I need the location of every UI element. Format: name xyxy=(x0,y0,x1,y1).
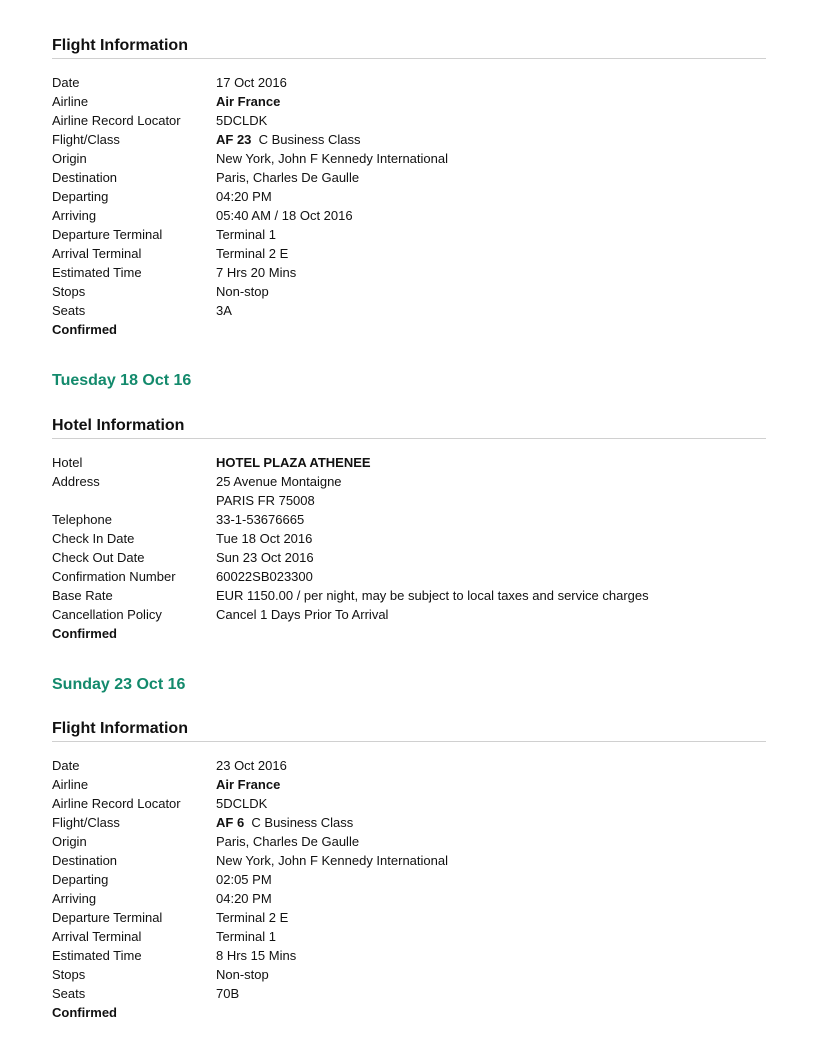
row-arr-terminal xyxy=(52,927,766,946)
row-address-2 xyxy=(52,491,766,510)
value-hotel: HOTEL PLAZA ATHENEE xyxy=(216,455,371,470)
label-seats: Seats xyxy=(52,986,86,1001)
value-destination: New York, John F Kennedy International xyxy=(216,853,448,868)
hotel-section xyxy=(52,416,766,643)
value-date: 17 Oct 2016 xyxy=(216,75,287,90)
flight-section-1 xyxy=(52,36,766,339)
value-class: C Business Class xyxy=(258,132,361,147)
day-heading-1: Tuesday 18 Oct 16 xyxy=(52,372,192,389)
value-locator: 5DCLDK xyxy=(216,113,268,128)
label-dep-terminal: Departure Terminal xyxy=(52,910,163,925)
row-stops xyxy=(52,282,766,301)
row-dep-terminal xyxy=(52,225,766,244)
value-dep-terminal: Terminal 2 E xyxy=(216,910,289,925)
section-title-flight: Flight Information xyxy=(52,719,766,742)
row-est-time xyxy=(52,946,766,965)
label-locator: Airline Record Locator xyxy=(52,113,181,128)
value-arriving: 05:40 AM / 18 Oct 2016 xyxy=(216,208,353,223)
value-confirmation: 60022SB023300 xyxy=(216,569,313,584)
label-flight-class: Flight/Class xyxy=(52,815,120,830)
value-dep-terminal: Terminal 1 xyxy=(216,227,276,242)
row-destination xyxy=(52,851,766,870)
value-est-time: 8 Hrs 15 Mins xyxy=(216,948,297,963)
label-date: Date xyxy=(52,758,80,773)
row-departing xyxy=(52,187,766,206)
label-confirmation: Confirmation Number xyxy=(52,569,176,584)
status-confirmed: Confirmed xyxy=(52,1005,117,1020)
row-cancellation xyxy=(52,605,766,624)
value-date: 23 Oct 2016 xyxy=(216,758,287,773)
value-flight-number: AF 23 xyxy=(216,132,252,147)
row-departing xyxy=(52,870,766,889)
value-stops: Non-stop xyxy=(216,284,269,299)
value-base-rate: EUR 1150.00 / per night, may be subject to local taxes and service charges xyxy=(216,588,649,603)
row-date xyxy=(52,756,766,775)
row-hotel xyxy=(52,453,766,472)
label-stops: Stops xyxy=(52,284,86,299)
label-address: Address xyxy=(52,474,100,489)
label-check-out: Check Out Date xyxy=(52,550,145,565)
value-locator: 5DCLDK xyxy=(216,796,268,811)
value-origin: New York, John F Kennedy International xyxy=(216,151,448,166)
label-arr-terminal: Arrival Terminal xyxy=(52,929,142,944)
row-destination xyxy=(52,168,766,187)
value-arr-terminal: Terminal 2 E xyxy=(216,246,289,261)
row-arr-terminal xyxy=(52,244,766,263)
value-seats: 70B xyxy=(216,986,240,1001)
value-origin: Paris, Charles De Gaulle xyxy=(216,834,360,849)
row-arriving xyxy=(52,889,766,908)
label-arriving: Arriving xyxy=(52,891,97,906)
label-stops: Stops xyxy=(52,967,86,982)
row-seats xyxy=(52,301,766,320)
row-check-in xyxy=(52,529,766,548)
label-date: Date xyxy=(52,75,80,90)
label-airline: Airline xyxy=(52,94,89,109)
label-locator: Airline Record Locator xyxy=(52,796,181,811)
value-airline: Air France xyxy=(216,777,281,792)
value-address-line1: 25 Avenue Montaigne xyxy=(216,474,342,489)
label-dep-terminal: Departure Terminal xyxy=(52,227,163,242)
row-telephone xyxy=(52,510,766,529)
value-arriving: 04:20 PM xyxy=(216,891,272,906)
value-est-time: 7 Hrs 20 Mins xyxy=(216,265,297,280)
value-departing: 04:20 PM xyxy=(216,189,272,204)
row-check-out xyxy=(52,548,766,567)
row-address xyxy=(52,472,766,491)
row-flight-class xyxy=(52,130,766,149)
label-departing: Departing xyxy=(52,872,109,887)
status-confirmed: Confirmed xyxy=(52,626,117,641)
label-arriving: Arriving xyxy=(52,208,97,223)
value-check-in: Tue 18 Oct 2016 xyxy=(216,531,313,546)
row-origin xyxy=(52,832,766,851)
row-flight-class xyxy=(52,813,766,832)
value-departing: 02:05 PM xyxy=(216,872,272,887)
label-cancellation: Cancellation Policy xyxy=(52,607,162,622)
value-arr-terminal: Terminal 1 xyxy=(216,929,276,944)
value-cancellation: Cancel 1 Days Prior To Arrival xyxy=(216,607,389,622)
value-flight-number: AF 6 xyxy=(216,815,245,830)
row-est-time xyxy=(52,263,766,282)
label-arr-terminal: Arrival Terminal xyxy=(52,246,142,261)
label-departing: Departing xyxy=(52,189,109,204)
flight-section-2 xyxy=(52,719,766,1022)
value-seats: 3A xyxy=(216,303,232,318)
value-destination: Paris, Charles De Gaulle xyxy=(216,170,360,185)
row-base-rate xyxy=(52,586,766,605)
label-origin: Origin xyxy=(52,151,87,166)
row-stops xyxy=(52,965,766,984)
value-address-line2: PARIS FR 75008 xyxy=(216,493,315,508)
value-check-out: Sun 23 Oct 2016 xyxy=(216,550,314,565)
label-destination: Destination xyxy=(52,170,118,185)
label-hotel: Hotel xyxy=(52,455,83,470)
row-origin xyxy=(52,149,766,168)
label-seats: Seats xyxy=(52,303,86,318)
row-locator xyxy=(52,794,766,813)
day-heading-2: Sunday 23 Oct 16 xyxy=(52,676,186,693)
section-title-flight: Flight Information xyxy=(52,36,766,59)
row-dep-terminal xyxy=(52,908,766,927)
value-stops: Non-stop xyxy=(216,967,269,982)
label-airline: Airline xyxy=(52,777,89,792)
label-check-in: Check In Date xyxy=(52,531,135,546)
label-origin: Origin xyxy=(52,834,87,849)
label-base-rate: Base Rate xyxy=(52,588,113,603)
row-confirmation xyxy=(52,567,766,586)
row-airline xyxy=(52,92,766,111)
section-title-hotel: Hotel Information xyxy=(52,416,766,439)
value-class: C Business Class xyxy=(251,815,354,830)
label-destination: Destination xyxy=(52,853,118,868)
label-telephone: Telephone xyxy=(52,512,112,527)
status-confirmed: Confirmed xyxy=(52,322,117,337)
value-telephone: 33-1-53676665 xyxy=(216,512,305,527)
row-arriving xyxy=(52,206,766,225)
row-locator xyxy=(52,111,766,130)
label-est-time: Estimated Time xyxy=(52,948,142,963)
row-airline xyxy=(52,775,766,794)
value-airline: Air France xyxy=(216,94,281,109)
row-date xyxy=(52,73,766,92)
label-flight-class: Flight/Class xyxy=(52,132,120,147)
row-seats xyxy=(52,984,766,1003)
label-est-time: Estimated Time xyxy=(52,265,142,280)
